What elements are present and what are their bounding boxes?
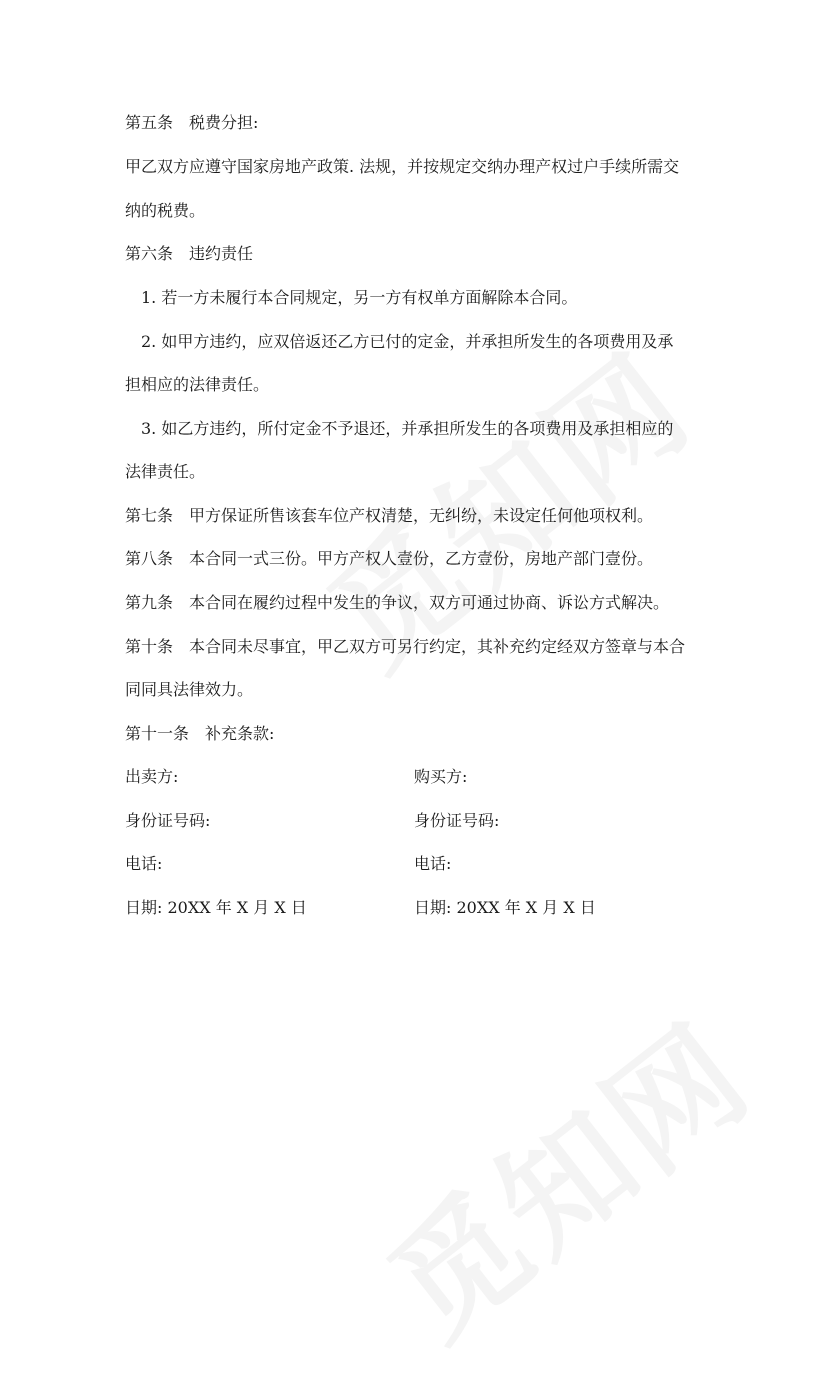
article-5-text: 甲乙双方应遵守国家房地产政策. 法规，并按规定交纳办理产权过户手续所需交 <box>125 157 680 176</box>
article-6-item-2: 2. 如甲方违约，应双倍返还乙方已付的定金，并承担所发生的各项费用及承 <box>141 332 674 351</box>
buyer-id-number: 身份证号码: <box>414 811 500 830</box>
article-11-heading: 第十一条 补充条款: <box>125 724 275 743</box>
article-7: 第七条 甲方保证所售该套车位产权清楚，无纠纷，未设定任何他项权利。 <box>125 506 654 525</box>
article-6-item-1: 1. 若一方未履行本合同规定，另一方有权单方面解除本合同。 <box>141 288 578 307</box>
article-6-item-3-cont: 法律责任。 <box>125 462 206 481</box>
article-5-text-cont: 纳的税费。 <box>125 201 206 220</box>
article-9: 第九条 本合同在履约过程中发生的争议，双方可通过协商、诉讼方式解决。 <box>125 593 670 612</box>
article-6-heading: 第六条 违约责任 <box>125 244 254 263</box>
article-6-item-2-cont: 担相应的法律责任。 <box>125 375 270 394</box>
buyer-label: 购买方: <box>414 767 468 786</box>
buyer-phone: 电话: <box>414 854 452 873</box>
seller-phone: 电话: <box>125 854 163 873</box>
article-10-cont: 同同具法律效力。 <box>125 680 254 699</box>
seller-label: 出卖方: <box>125 767 179 786</box>
buyer-date: 日期: 20XX 年 X 月 X 日 <box>414 898 596 917</box>
article-10: 第十条 本合同未尽事宜，甲乙双方可另行约定，其补充约定经双方签章与本合 <box>125 637 686 656</box>
article-5-heading: 第五条 税费分担: <box>125 113 259 132</box>
article-8: 第八条 本合同一式三份。甲方产权人壹份，乙方壹份，房地产部门壹份。 <box>125 549 654 568</box>
article-6-item-3: 3. 如乙方违约，所付定金不予退还，并承担所发生的各项费用及承担相应的 <box>141 419 674 438</box>
seller-date: 日期: 20XX 年 X 月 X 日 <box>125 898 307 917</box>
watermark <box>346 974 783 1373</box>
seller-id-number: 身份证号码: <box>125 811 211 830</box>
